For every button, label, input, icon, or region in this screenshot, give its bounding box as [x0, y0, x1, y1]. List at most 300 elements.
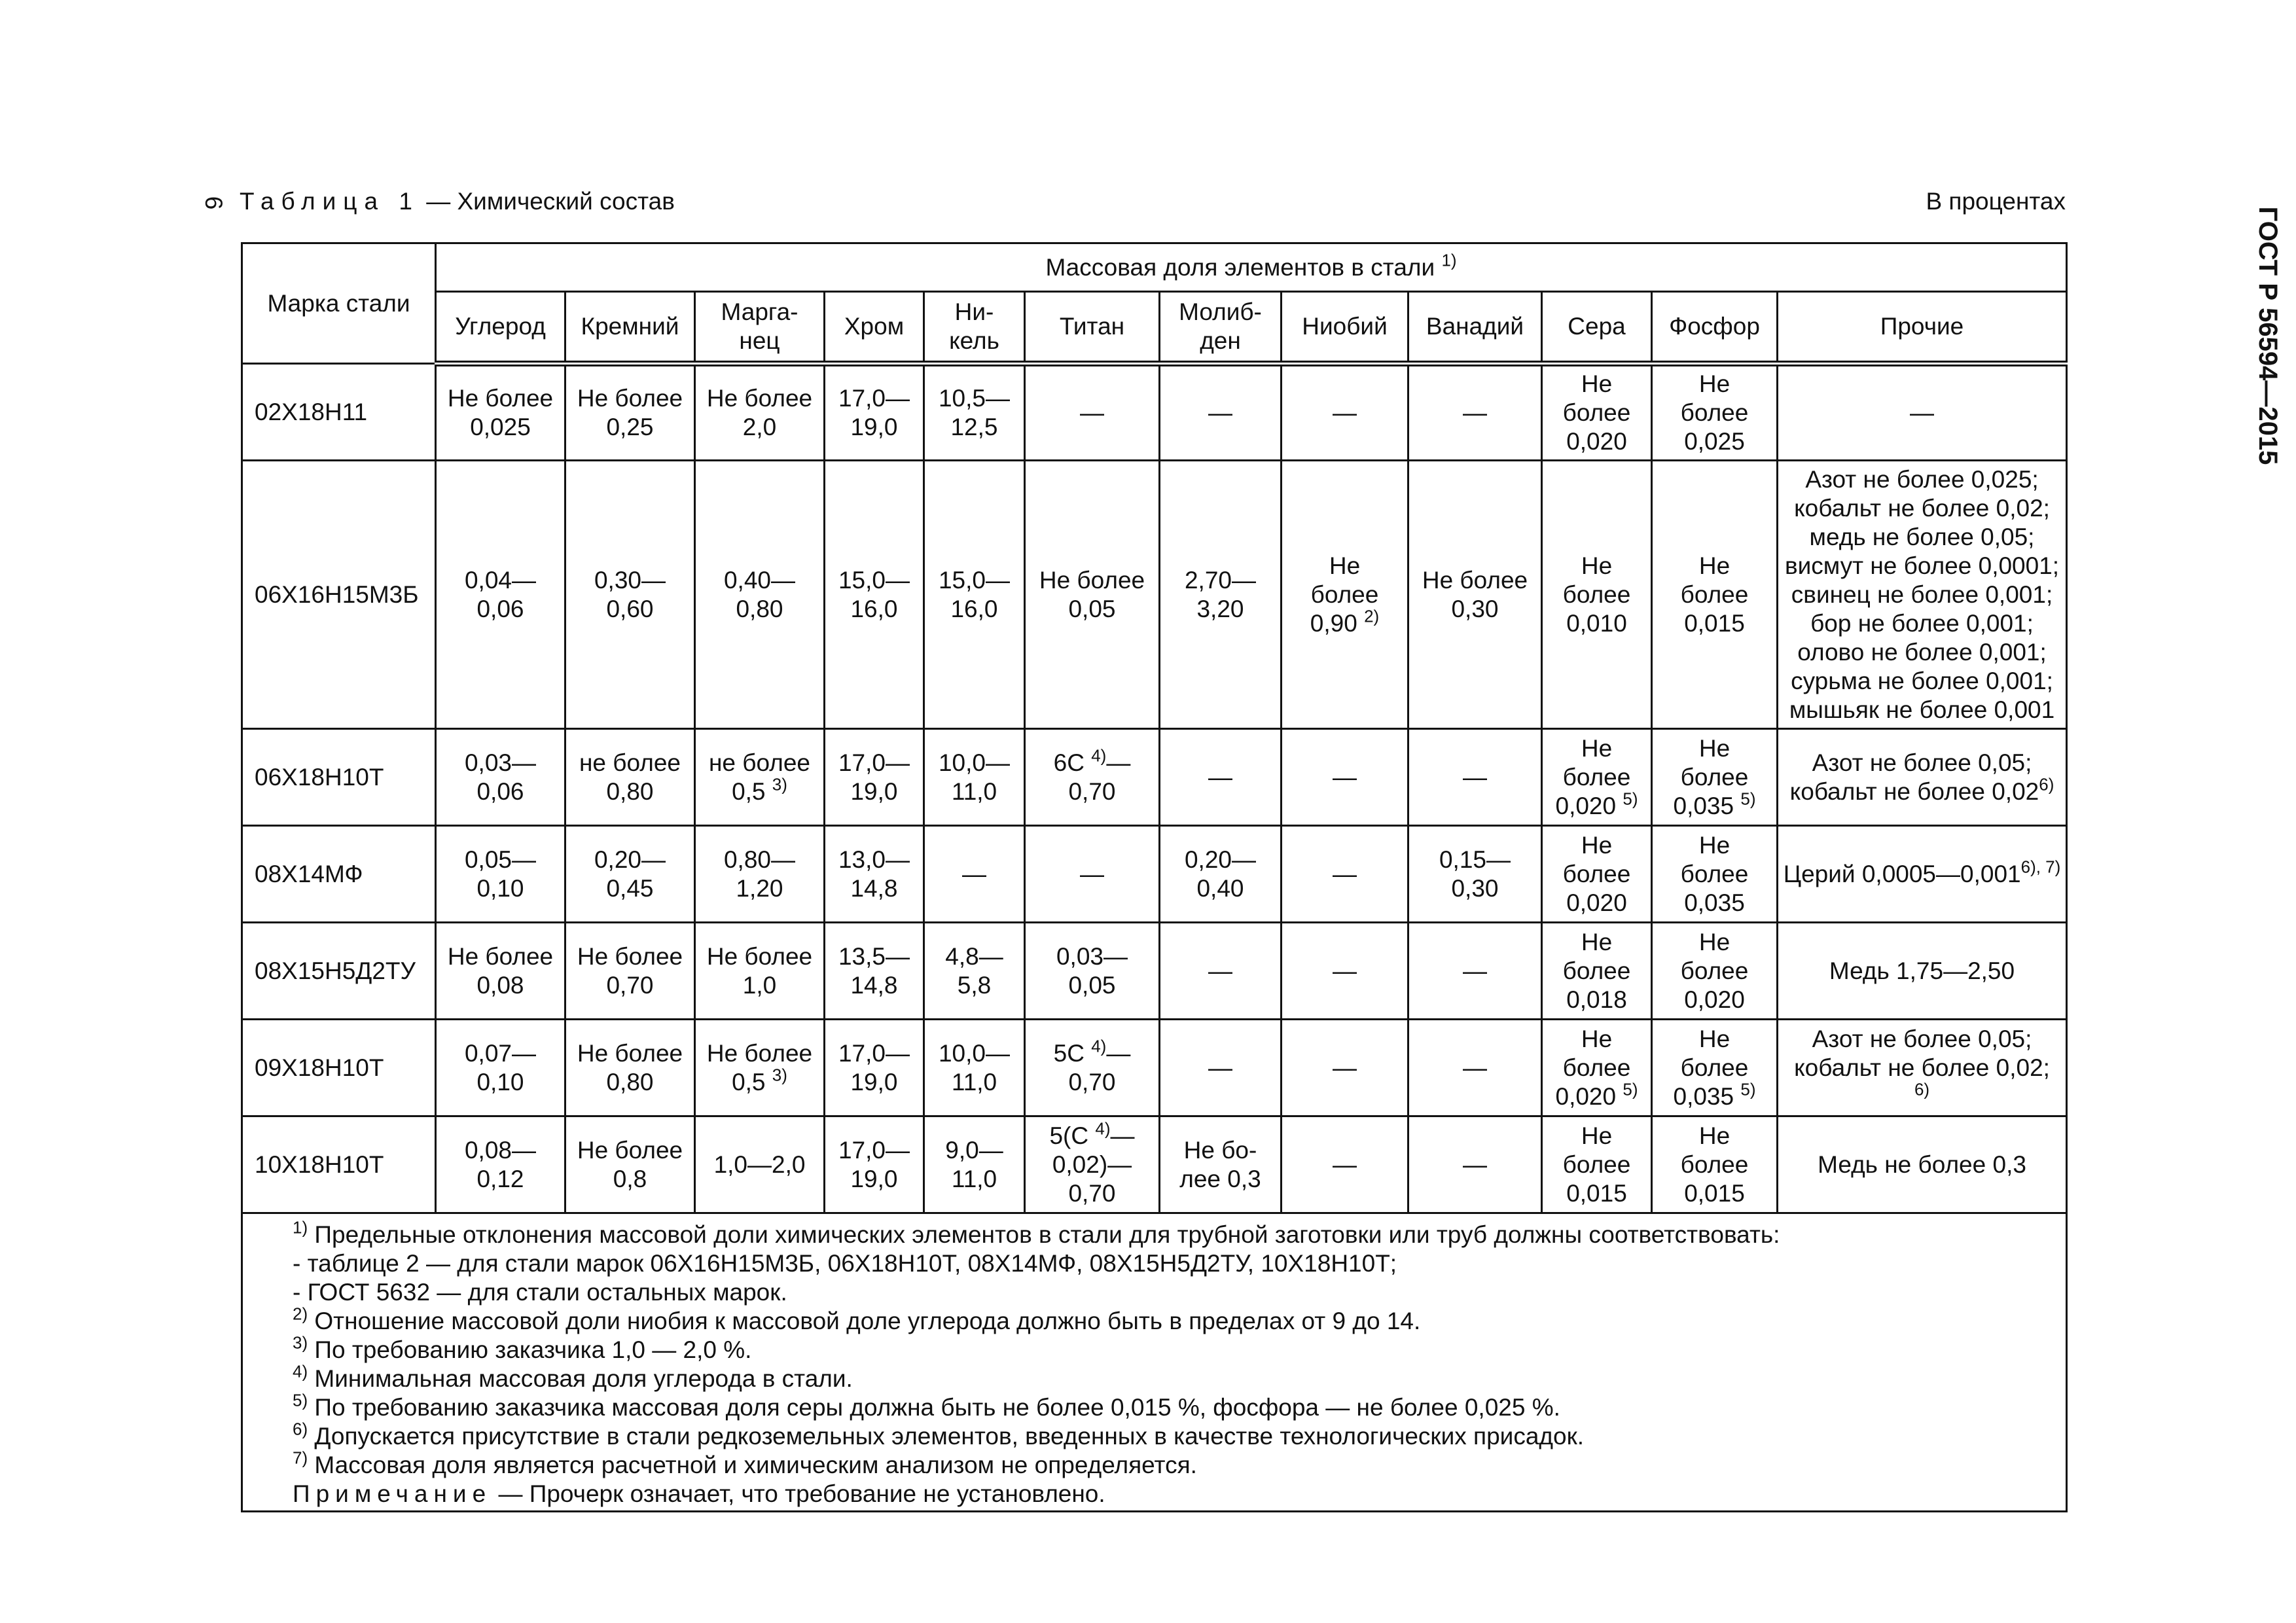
table-cell — [695, 826, 825, 923]
cell-text: — — [1208, 1054, 1232, 1081]
footnote-text: По требованию заказчика массовая доля серы должна быть не более 0,015 %, фосфора — не более 0,025 %. — [308, 1394, 1560, 1421]
footnote-line — [293, 1448, 2066, 1480]
table-cell — [565, 1116, 695, 1213]
table-cell — [695, 1020, 825, 1116]
cell-text: сурьма не более 0,001; — [1791, 667, 2053, 694]
cell-text: 0,08 — [476, 971, 524, 999]
cell-text: Не более — [447, 942, 554, 970]
footnote-ref: 3) — [772, 774, 787, 794]
cell-text: — — [1463, 1054, 1487, 1081]
cell-text: 0,5 — [732, 1068, 772, 1096]
footnote-line — [293, 1278, 2066, 1307]
cell-text: 0,018 — [1566, 986, 1627, 1013]
table-cell — [1160, 923, 1282, 1020]
cell-text: 5С — [1053, 1039, 1092, 1067]
cell-text: лее 0,3 — [1179, 1165, 1261, 1192]
cell-text: 0,10 — [476, 874, 524, 902]
cell-text: олово не более 0,001; — [1797, 638, 2047, 666]
cell-text: 0,020 — [1684, 986, 1745, 1013]
cell-text: более — [1562, 763, 1631, 791]
element-header — [1652, 292, 1778, 364]
footnote-line — [293, 1361, 2066, 1393]
cell-text: более — [1562, 1054, 1631, 1081]
cell-text: 0,70 — [1068, 1068, 1116, 1096]
cell-text: Азот не более 0,025; — [1805, 465, 2039, 493]
cell-text: 14,8 — [850, 874, 898, 902]
cell-text: бор не более 0,001; — [1810, 609, 2034, 637]
cell-text: 0,06 — [476, 595, 524, 622]
cell-text: Не более — [1422, 566, 1528, 594]
table-cell — [924, 1020, 1025, 1116]
cell-text: 0,07— — [464, 1039, 536, 1067]
mass-fraction-header-text: Массовая доля элементов в стали — [1045, 253, 1435, 281]
cell-text: 4,8— — [945, 942, 1003, 970]
cell-text: 0,30— — [594, 566, 666, 594]
table-cell — [1652, 1020, 1778, 1116]
cell-text: Медь 1,75—2,50 — [1829, 957, 2015, 984]
units-label: В процентах — [1926, 188, 2066, 215]
cell-text: Не — [1698, 370, 1731, 397]
table-cell — [1282, 364, 1408, 461]
cell-text: 0,8 — [613, 1165, 647, 1192]
cell-text: 0,025 — [470, 414, 531, 440]
cell-text: 0,80— — [723, 846, 795, 873]
footnote-marker: 7) — [293, 1448, 308, 1468]
cell-text: 0,5 — [732, 777, 772, 805]
steel-grade: 09Х18Н10Т — [242, 1020, 436, 1116]
footnote-ref: 6) — [1914, 1079, 1930, 1099]
cell-text: 0,06 — [476, 777, 524, 805]
cell-text: — — [1463, 957, 1487, 984]
cell-text: Азот не более 0,05; — [1812, 749, 2032, 776]
footnote-ref: 2) — [1364, 606, 1380, 626]
cell-text: Не — [1581, 1122, 1613, 1149]
table-cell — [695, 729, 825, 826]
cell-text: — — [962, 860, 986, 887]
footnote-marker: 4) — [293, 1361, 308, 1382]
table-cell — [1160, 364, 1282, 461]
cell-text: 0,020 — [1566, 428, 1627, 455]
cell-text: свинец не более 0,001; — [1791, 580, 2053, 608]
table-cell — [1160, 1020, 1282, 1116]
cell-text: 16,0 — [950, 595, 998, 622]
element-header — [436, 292, 565, 364]
cell-text: 0,45 — [606, 874, 654, 902]
table-cell — [436, 923, 565, 1020]
cell-text: 2,70— — [1184, 566, 1256, 594]
cell-text: — — [1080, 860, 1104, 887]
cell-text: 0,90 — [1310, 609, 1365, 637]
table-cell — [565, 461, 695, 729]
element-header — [1282, 292, 1408, 364]
cell-text: 0,70 — [606, 971, 654, 999]
cell-text: — — [1106, 1039, 1131, 1067]
table-cell — [825, 729, 924, 826]
cell-text: 15,0— — [838, 566, 910, 594]
table-row — [242, 461, 2067, 729]
table-cell — [825, 1020, 924, 1116]
footnote-text: Массовая доля является расчетной и химическим анализом не определяется. — [308, 1452, 1197, 1478]
table-cell — [1778, 826, 2067, 923]
cell-text: не более — [709, 749, 810, 776]
cell-text: 0,12 — [476, 1165, 524, 1192]
cell-text: Не — [1698, 1122, 1731, 1149]
table-row — [242, 923, 2067, 1020]
table-cell — [1025, 364, 1160, 461]
table-cell — [825, 923, 924, 1020]
element-header-label: Ванадий — [1426, 313, 1524, 340]
cell-text: 1,0 — [742, 971, 777, 999]
cell-text: Не более — [577, 942, 683, 970]
table-body — [242, 243, 2067, 1512]
table-cell — [1542, 1020, 1652, 1116]
element-header-label: Титан — [1059, 313, 1125, 340]
cell-text: Не — [1698, 831, 1731, 859]
footnote-ref: 5) — [1623, 1079, 1638, 1099]
steel-grade: 06Х18Н10Т — [242, 729, 436, 826]
cell-text: 0,015 — [1566, 1179, 1627, 1207]
cell-text: 0,15— — [1439, 846, 1511, 873]
table-cell — [1025, 1116, 1160, 1213]
table-cell — [436, 1020, 565, 1116]
table-cell — [436, 729, 565, 826]
cell-text: мышьяк не более 0,001 — [1789, 696, 2055, 723]
element-header — [825, 292, 924, 364]
cell-text: Не более — [577, 1136, 683, 1164]
footnote-line — [293, 1304, 2066, 1336]
cell-text: 19,0 — [850, 777, 898, 805]
cell-text: более — [1680, 1150, 1749, 1178]
cell-text: 0,035 — [1673, 792, 1741, 819]
cell-text: 3,20 — [1196, 595, 1244, 622]
table-cell — [1025, 826, 1160, 923]
cell-text: — — [1110, 1122, 1135, 1149]
cell-text: Азот не более 0,05; — [1812, 1025, 2032, 1052]
table-cell — [1542, 729, 1652, 826]
table-cell — [1025, 923, 1160, 1020]
cell-text: кобальт не более 0,02; — [1794, 494, 2050, 522]
element-header — [1025, 292, 1160, 364]
element-header — [1160, 292, 1282, 364]
element-header-label: Ни- — [954, 298, 994, 325]
cell-text: 0,025 — [1684, 428, 1745, 455]
table-cell — [1542, 1116, 1652, 1213]
element-header — [1408, 292, 1542, 364]
table-cell — [1025, 1020, 1160, 1116]
footnote-line — [293, 1390, 2066, 1422]
table-cell — [1778, 1116, 2067, 1213]
table-cell — [1160, 461, 1282, 729]
footnote-ref: 4) — [1095, 1118, 1111, 1139]
table-row — [242, 1020, 2067, 1116]
table-cell — [1542, 826, 1652, 923]
footnote-line — [293, 1249, 2066, 1278]
table-cell — [1282, 729, 1408, 826]
cell-text: 0,10 — [476, 1068, 524, 1096]
table-cell — [1542, 461, 1652, 729]
table-cell — [1408, 826, 1542, 923]
cell-text: 10,0— — [938, 749, 1010, 776]
cell-text: 0,02)— — [1052, 1150, 1132, 1178]
footnote-text: — Прочерк означает, что требование не установлено. — [492, 1480, 1105, 1507]
cell-text: 0,04— — [464, 566, 536, 594]
cell-text: 0,20— — [594, 846, 666, 873]
cell-text: — — [1333, 860, 1357, 887]
table-cell — [924, 729, 1025, 826]
element-header-label: Молиб- — [1179, 298, 1262, 325]
element-header — [565, 292, 695, 364]
table-cell — [1542, 364, 1652, 461]
steel-grade: 02Х18Н11 — [242, 364, 436, 461]
table-cell — [924, 461, 1025, 729]
element-header — [695, 292, 825, 364]
footnote-text: По требованию заказчика 1,0 — 2,0 %. — [308, 1336, 752, 1363]
cell-text: — — [1333, 957, 1357, 984]
table-cell — [1652, 364, 1778, 461]
cell-text: более — [1562, 957, 1631, 984]
cell-text: 17,0— — [838, 385, 910, 412]
cell-text: 0,03— — [1056, 942, 1128, 970]
table-cell — [1408, 461, 1542, 729]
table-cell — [1408, 364, 1542, 461]
cell-text: более — [1562, 860, 1631, 887]
cell-text: 0,035 — [1673, 1082, 1741, 1110]
cell-text: более — [1562, 399, 1631, 426]
table-cell — [825, 461, 924, 729]
footnote-marker: 3) — [293, 1332, 308, 1353]
table-caption-row — [240, 188, 2066, 215]
cell-text: 11,0 — [951, 777, 997, 805]
table-cell — [1652, 729, 1778, 826]
table-cell — [825, 826, 924, 923]
element-header — [1778, 292, 2067, 364]
table-cell — [695, 923, 825, 1020]
cell-text: 0,80 — [606, 777, 654, 805]
cell-text: — — [1208, 399, 1232, 426]
footnotes — [242, 1213, 2067, 1512]
cell-text: более — [1680, 1054, 1749, 1081]
footnote-ref: 6), 7) — [2020, 857, 2061, 877]
cell-text: 2,0 — [742, 414, 777, 440]
element-header-label: Сера — [1568, 313, 1626, 340]
footnote-ref: 5) — [1623, 789, 1638, 809]
cell-text: 0,020 — [1555, 792, 1623, 819]
table-caption-prefix: Таблица 1 — [240, 188, 420, 215]
table-cell — [1778, 364, 2067, 461]
cell-text: 0,25 — [606, 414, 654, 440]
cell-text: 11,0 — [951, 1165, 997, 1192]
cell-text: 0,60 — [606, 595, 654, 622]
cell-text: 0,40 — [1196, 874, 1244, 902]
table-cell — [1282, 1020, 1408, 1116]
table-cell — [924, 1116, 1025, 1213]
cell-text: 0,015 — [1684, 609, 1745, 637]
table-cell — [924, 364, 1025, 461]
cell-text: Не более — [1039, 566, 1145, 594]
table-cell — [1282, 461, 1408, 729]
footnote-text: Минимальная массовая доля углерода в стали. — [308, 1365, 853, 1392]
cell-text: 0,40— — [723, 566, 795, 594]
footnote-ref: 5) — [1740, 789, 1756, 809]
cell-text: Не — [1329, 552, 1361, 579]
mass-fraction-header — [436, 243, 2067, 292]
table-cell — [1025, 729, 1160, 826]
table-cell — [436, 364, 565, 461]
table-cell — [695, 461, 825, 729]
cell-text: 14,8 — [850, 971, 898, 999]
steel-grade: 06Х16Н15М3Б — [242, 461, 436, 729]
table-row — [242, 826, 2067, 923]
element-header-label: Ниобий — [1302, 313, 1388, 340]
cell-text: более — [1680, 763, 1749, 791]
header-row-group — [242, 243, 2067, 292]
cell-text: 0,015 — [1684, 1179, 1745, 1207]
table-cell — [1282, 826, 1408, 923]
cell-text: 10,0— — [938, 1039, 1010, 1067]
element-header-label: Углерод — [455, 313, 546, 340]
cell-text: 17,0— — [838, 749, 910, 776]
cell-text: 9,0— — [945, 1136, 1003, 1164]
cell-text: Не — [1581, 734, 1613, 762]
cell-text: 0,80 — [606, 1068, 654, 1096]
cell-text: 0,08— — [464, 1136, 536, 1164]
element-header-label: Марга- — [721, 298, 798, 325]
table-cell — [436, 1116, 565, 1213]
element-header-label: ден — [1200, 327, 1241, 354]
cell-text: 5(С — [1049, 1122, 1096, 1149]
cell-text: Не более — [447, 385, 554, 412]
table-row — [242, 1116, 2067, 1213]
cell-text: Не — [1581, 552, 1613, 579]
cell-text: — — [1463, 399, 1487, 426]
page-number: 6 — [200, 196, 227, 210]
cell-text: — — [1080, 399, 1104, 426]
table-cell — [924, 826, 1025, 923]
table-cell — [825, 1116, 924, 1213]
cell-text: 19,0 — [850, 414, 898, 440]
table-cell — [695, 364, 825, 461]
cell-text: Не более — [706, 1039, 813, 1067]
table-cell — [1778, 923, 2067, 1020]
table-cell — [825, 364, 924, 461]
footnote-marker: 1) — [293, 1217, 308, 1238]
cell-text: 12,5 — [950, 414, 998, 440]
footnote-text: Допускается присутствие в стали редкоземельных элементов, введенных в качестве технологических присадок. — [308, 1423, 1585, 1450]
footnote-ref: 4) — [1091, 1036, 1107, 1056]
cell-text: Не — [1698, 734, 1731, 762]
steel-grade: 08Х14МФ — [242, 826, 436, 923]
cell-text: — — [1208, 957, 1232, 984]
cell-text: более — [1310, 580, 1379, 608]
cell-text: 0,20— — [1184, 846, 1256, 873]
cell-text: более — [1680, 399, 1749, 426]
element-header-label: Хром — [844, 313, 905, 340]
cell-text: Не более — [577, 385, 683, 412]
table-cell — [1408, 923, 1542, 1020]
cell-text: 0,70 — [1068, 777, 1116, 805]
cell-text: 1,20 — [736, 874, 783, 902]
cell-text: кобальт не более 0,02 — [1789, 777, 2039, 805]
table-cell — [695, 1116, 825, 1213]
cell-text: более — [1680, 860, 1749, 887]
table-cell — [1160, 1116, 1282, 1213]
table-cell — [1025, 461, 1160, 729]
table-cell — [1408, 1116, 1542, 1213]
steel-grade: 10Х18Н10Т — [242, 1116, 436, 1213]
cell-text: Не более — [706, 385, 813, 412]
cell-text: — — [1910, 399, 1934, 426]
table-cell — [1778, 729, 2067, 826]
table-cell — [565, 729, 695, 826]
footnote-ref: 4) — [1091, 745, 1107, 766]
footnote-line — [293, 1480, 2066, 1508]
cell-text: 19,0 — [850, 1165, 898, 1192]
cell-text: 16,0 — [850, 595, 898, 622]
element-header-label: Прочие — [1880, 313, 1964, 340]
element-header-label: нец — [739, 327, 780, 354]
table-cell — [1778, 461, 2067, 729]
cell-text: 0,020 — [1555, 1082, 1623, 1110]
table-cell — [436, 826, 565, 923]
footnote-line — [293, 1332, 2066, 1364]
cell-text: Не — [1698, 928, 1731, 955]
table-cell — [1160, 729, 1282, 826]
mass-fraction-footnote-ref: 1) — [1441, 250, 1457, 270]
cell-text: 11,0 — [951, 1068, 997, 1096]
cell-text: 0,30 — [1451, 595, 1499, 622]
footnote-text: - таблице 2 — для стали марок 06Х16Н15М3Б, 06Х18Н10Т, 08Х14МФ, 08Х15Н5Д2ТУ, 10Х18Н10Т; — [293, 1250, 1397, 1277]
cell-text: Не более — [577, 1039, 683, 1067]
table-cell — [1652, 923, 1778, 1020]
table-row — [242, 729, 2067, 826]
cell-text: Не — [1581, 831, 1613, 859]
cell-text: — — [1106, 749, 1131, 776]
cell-text: 19,0 — [850, 1068, 898, 1096]
table-cell — [1652, 1116, 1778, 1213]
cell-text: — — [1463, 1150, 1487, 1178]
cell-text: Не — [1698, 552, 1731, 579]
cell-text: кобальт не более 0,02; — [1794, 1054, 2050, 1081]
table-cell — [1408, 729, 1542, 826]
footnote-line — [293, 1419, 2066, 1451]
cell-text: — — [1333, 1150, 1357, 1178]
cell-text: 0,05 — [1068, 971, 1116, 999]
cell-text: 13,5— — [838, 942, 910, 970]
cell-text: 17,0— — [838, 1039, 910, 1067]
cell-text: Не — [1698, 1025, 1731, 1052]
table-cell — [565, 364, 695, 461]
steel-grade: 08Х15Н5Д2ТУ — [242, 923, 436, 1020]
footnote-marker: 2) — [293, 1304, 308, 1324]
table-caption-text: — Химический состав — [419, 188, 675, 215]
cell-text: Не — [1581, 370, 1613, 397]
footnote-marker: 5) — [293, 1390, 308, 1410]
cell-text: 0,80 — [736, 595, 783, 622]
note-label: Примечание — [293, 1480, 492, 1507]
cell-text: 13,0— — [838, 846, 910, 873]
cell-text: 5,8 — [957, 971, 992, 999]
table-cell — [924, 923, 1025, 1020]
table-cell — [565, 923, 695, 1020]
table-cell — [1542, 923, 1652, 1020]
table-cell — [1408, 1020, 1542, 1116]
cell-text: 0,035 — [1684, 889, 1745, 916]
element-header-label: Кремний — [581, 313, 679, 340]
cell-text: более — [1680, 957, 1749, 984]
standard-code: ГОСТ Р 56594—2015 — [2253, 206, 2282, 465]
element-header — [924, 292, 1025, 364]
table-cell — [1652, 826, 1778, 923]
